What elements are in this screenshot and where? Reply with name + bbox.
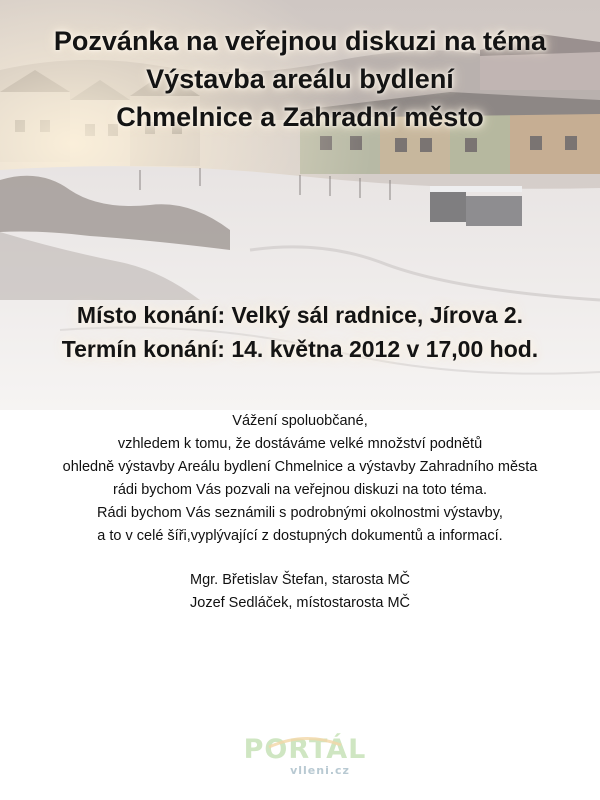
letter-line: Rádi bychom Vás seznámili s podrobnými okolnostmi výstavby, xyxy=(97,505,503,521)
signature-deputy-mayor: Jozef Sedláček, místostarosta MČ xyxy=(190,595,410,611)
letter-signatures xyxy=(0,569,600,615)
letter-line: ohledně výstavby Areálu bydlení Chmelnice a výstavby Zahradního města xyxy=(62,459,538,475)
logo-domain: vlleni.cz xyxy=(290,764,350,777)
letter-line: a to v celé šíři,vyplývající z dostupných dokumentů a informací. xyxy=(97,528,503,544)
letter-body xyxy=(0,410,600,548)
heading-line-3: Chmelnice a Zahradní město xyxy=(116,102,484,132)
invitation-heading xyxy=(0,22,600,136)
invitation-letter xyxy=(0,410,600,615)
letter-line: vzhledem k tomu, že dostáváme velké množství podnětů xyxy=(117,436,483,452)
heading-line-2: Výstavba areálu bydlení xyxy=(146,64,454,94)
letter-line: rádi bychom Vás pozvali na veřejnou diskuzi na toto téma. xyxy=(113,482,487,498)
portal-logo xyxy=(235,735,375,785)
heading-line-1: Pozvánka na veřejnou diskuzi na téma xyxy=(53,26,547,56)
letter-line: Vážení spoluobčané, xyxy=(232,413,368,429)
event-date: Termín konání: 14. května 2012 v 17,00 hod. xyxy=(61,336,539,362)
logo-swoosh-icon xyxy=(265,735,345,749)
signature-mayor: Mgr. Břetislav Štefan, starosta MČ xyxy=(190,572,410,588)
logo-brand: PORTÁL xyxy=(243,734,367,765)
event-details xyxy=(0,298,600,366)
event-venue: Místo konání: Velký sál radnice, Jírova 2. xyxy=(76,302,524,328)
